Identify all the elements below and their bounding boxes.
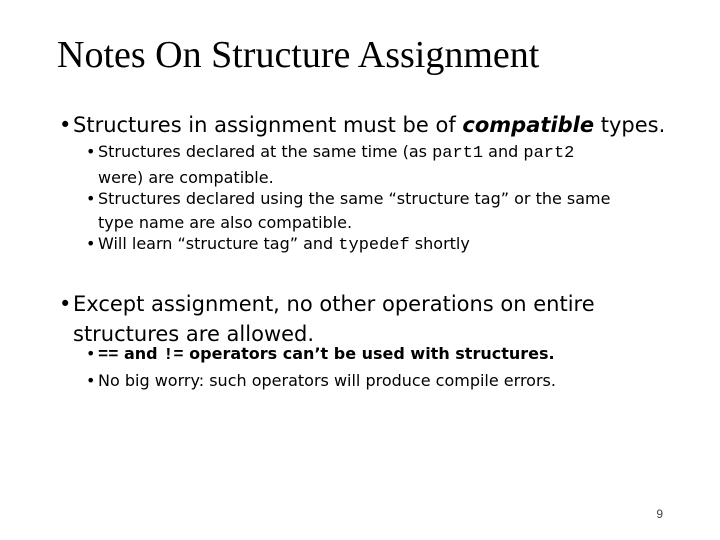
code-part1: part1 bbox=[432, 144, 484, 163]
code-equals-operator: == bbox=[98, 346, 119, 365]
bullet-text: Except assignment, no other operations on entire bbox=[73, 292, 595, 316]
bullet-dot: • bbox=[86, 371, 96, 390]
sub-bullet-declared-same-time bbox=[86, 140, 574, 190]
sub-bullet-equality-operators bbox=[86, 342, 555, 368]
bullet-text-pre: Structures in assignment must be of bbox=[73, 113, 463, 137]
sub-bullet-continuation: were) are compatible. bbox=[98, 168, 274, 187]
sub-bullet-text: Structures declared using the same “structure tag” or the same bbox=[98, 189, 611, 208]
code-not-equals-operator: != bbox=[163, 346, 184, 365]
bullet-dot: • bbox=[86, 142, 96, 161]
sub-bullet-text-post: shortly bbox=[409, 234, 470, 253]
sub-bullet-structure-tag bbox=[86, 187, 610, 235]
sub-bullet-text-mid: and bbox=[118, 344, 164, 363]
sub-bullet-typedef bbox=[86, 232, 470, 258]
slide-title: Notes On Structure Assignment bbox=[57, 34, 540, 76]
sub-bullet-text: No big worry: such operators will produce compile errors. bbox=[98, 371, 556, 390]
sub-bullet-text-mid: and bbox=[483, 142, 524, 161]
bullet-dot: • bbox=[86, 344, 96, 363]
sub-bullet-text-pre: Structures declared at the same time (as bbox=[98, 142, 433, 161]
sub-bullet-text-pre: Will learn “structure tag” and bbox=[98, 234, 339, 253]
bullet-text-post: types. bbox=[594, 113, 666, 137]
sub-bullet-compile-errors bbox=[86, 369, 556, 393]
bullet-emphasis: compatible bbox=[462, 113, 595, 137]
code-typedef: typedef bbox=[338, 236, 410, 255]
sub-bullet-continuation: type name are also compatible. bbox=[98, 213, 353, 232]
bullet-dot: • bbox=[59, 113, 72, 137]
bullet-dot: • bbox=[86, 234, 96, 253]
bullet-compatible-types bbox=[59, 110, 665, 140]
page-number: 9 bbox=[656, 507, 663, 521]
bullet-no-other-operations bbox=[59, 289, 595, 349]
bullet-dot: • bbox=[86, 189, 96, 208]
sub-bullet-text-post: operators can’t be used with structures. bbox=[183, 344, 555, 363]
code-part2: part2 bbox=[523, 144, 575, 163]
bullet-continuation: structures are allowed. bbox=[73, 322, 315, 346]
bullet-dot: • bbox=[59, 292, 72, 316]
